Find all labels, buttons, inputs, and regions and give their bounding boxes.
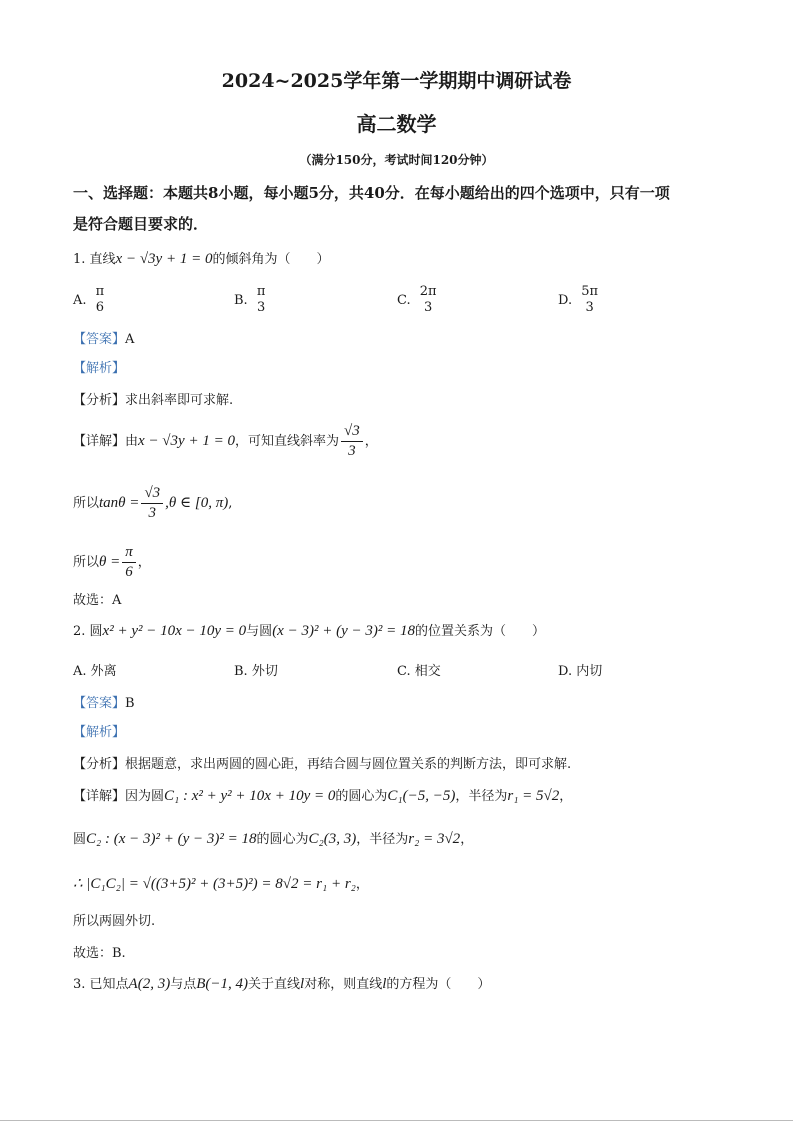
tan-expression: tanθ = (99, 494, 140, 511)
detail-equation: x − √3y + 1 = 0 (138, 432, 235, 449)
option-label: D. (558, 292, 573, 308)
answer-value: B (125, 696, 135, 711)
tan-fraction: $\frac{√3}{3}$ (141, 484, 163, 523)
option-label: B. (234, 292, 248, 308)
q2-equation-2: (x − 3)² + (y − 3)² = 18 (272, 623, 415, 639)
option-label: A. (73, 292, 87, 308)
q2-detail-3: ∴ |C₁C₂| = √((3+5)² + (3+5)²) = 8√2 = r₁ + r₂， (73, 876, 369, 892)
circle1-equation: C₁ : x² + y² + 10x + 10y = 0 (164, 788, 336, 804)
answer-tag: 【答案】 (73, 332, 126, 347)
q2-option-c: C. 相交 (397, 664, 441, 679)
q1-prefix: 1. 直线 (73, 252, 116, 267)
q2-option-a: A. 外离 (73, 664, 117, 679)
q1-answer (73, 328, 134, 347)
q1-equation: x − √3y + 1 = 0 (115, 251, 213, 267)
detail-text: ， (364, 433, 378, 449)
q2-fenxi (73, 753, 571, 772)
q2-choose: 故选：B. (73, 946, 126, 961)
so-text: 所以 (73, 554, 100, 570)
q1-fenxi (73, 389, 233, 408)
q2-option-b: B. 外切 (234, 664, 278, 679)
section-heading-line1: 一、选择题：本题共8小题，每小题5分，共40分．在每小题给出的四个选项中，只有一项 (73, 184, 670, 202)
slope-fraction: $\frac{√3}{3}$ (341, 422, 363, 461)
q2-analysis-tag: 【解析】 (73, 725, 126, 740)
detail-tag: 【详解】 (73, 789, 126, 804)
q2-detail-2: 圆C₂ : (x − 3)² + (y − 3)² = 18的圆心为C₂(3, 3)，半径为r₂ = 3√2， (73, 831, 474, 847)
theta-expression: θ = (99, 553, 121, 570)
circle2-equation: C₂ : (x − 3)² + (y − 3)² = 18 (86, 831, 257, 847)
q2-answer (73, 692, 135, 711)
fenxi-text: 求出斜率即可求解. (125, 393, 234, 408)
question-2-stem (73, 620, 545, 640)
line-l: l (300, 976, 305, 992)
q2-option-d: D. 内切 (558, 664, 603, 679)
fenxi-tag: 【分析】 (73, 393, 126, 408)
q1-theta-line (73, 543, 151, 582)
q1-option-c (397, 284, 442, 317)
q1-detail (73, 422, 378, 461)
q2-mid: 与圆 (246, 624, 273, 639)
option-fraction: 5π 3 (581, 284, 599, 316)
detail-text: ，可知直线斜率为 (234, 433, 339, 449)
section-heading-line2: 是符合题目要求的． (73, 215, 209, 233)
theta-fraction: $\frac{\pi}{6}$ (122, 543, 136, 582)
q1-option-a (73, 284, 109, 317)
exam-title: 2024~2025学年第一学期期中调研试卷 (221, 70, 572, 92)
q1-tan-line (73, 484, 232, 523)
circle2-radius: r₂ = 3√2 (408, 831, 461, 847)
circle2-center: C₂(3, 3) (308, 831, 357, 847)
q1-option-b (234, 284, 270, 317)
fenxi-text: 根据题意，求出两圆的圆心距，再结合圆与圆位置关系的判断方法，即可求解. (125, 757, 572, 772)
option-fraction: π 3 (256, 284, 266, 316)
fenxi-tag: 【分析】 (73, 757, 126, 772)
circle1-radius: r₁ = 5√2 (507, 788, 560, 804)
q2-suffix: 的位置关系为（ ） (414, 624, 545, 639)
detail-text: 由 (125, 433, 139, 449)
q1-choose: 故选：A (73, 593, 122, 608)
so-text: 所以 (73, 495, 100, 511)
so-text: ， (137, 554, 151, 570)
detail-tag: 【详解】 (73, 433, 126, 449)
line-l: l (382, 976, 387, 992)
q1-suffix: 的倾斜角为（ ） (212, 252, 330, 267)
point-b: B(−1, 4) (196, 976, 248, 992)
q2-detail-1: 【详解】因为圆C₁ : x² + y² + 10x + 10y = 0的圆心为C₁(−5, −5)，半径为r₁ = 5√2， (73, 788, 573, 804)
q2-equation-1: x² + y² − 10x − 10y = 0 (102, 623, 247, 639)
option-label: C. (397, 292, 411, 308)
answer-tag: 【答案】 (73, 696, 126, 711)
point-a: A(2, 3) (128, 976, 171, 992)
option-fraction: π 6 (95, 284, 105, 316)
circle1-center: C₁(−5, −5) (387, 788, 456, 804)
q2-conclusion: 所以两圆外切. (73, 914, 156, 929)
exam-subtitle: 高二数学 (356, 112, 437, 136)
theta-range: ,θ ∈ [0, π) (165, 494, 229, 511)
distance-equation: ∴ |C₁C₂| = √((3+5)² + (3+5)²) = 8√2 = r₁ + r₂ (73, 876, 356, 892)
exam-note: （满分150分，考试时间120分钟） (299, 153, 494, 167)
question-1-stem (73, 248, 329, 268)
q1-analysis-tag: 【解析】 (73, 361, 126, 376)
question-3-stem: 3. 已知点A(2, 3)与点B(−1, 4)关于直线l对称，则直线l的方程为（ ） (73, 976, 491, 992)
page-bottom-rule (0, 1120, 793, 1121)
so-text: , (228, 495, 233, 511)
q2-prefix: 2. 圆 (73, 624, 103, 639)
q1-option-d (558, 284, 603, 317)
option-fraction: 2π 3 (419, 284, 437, 316)
answer-value: A (125, 332, 135, 347)
